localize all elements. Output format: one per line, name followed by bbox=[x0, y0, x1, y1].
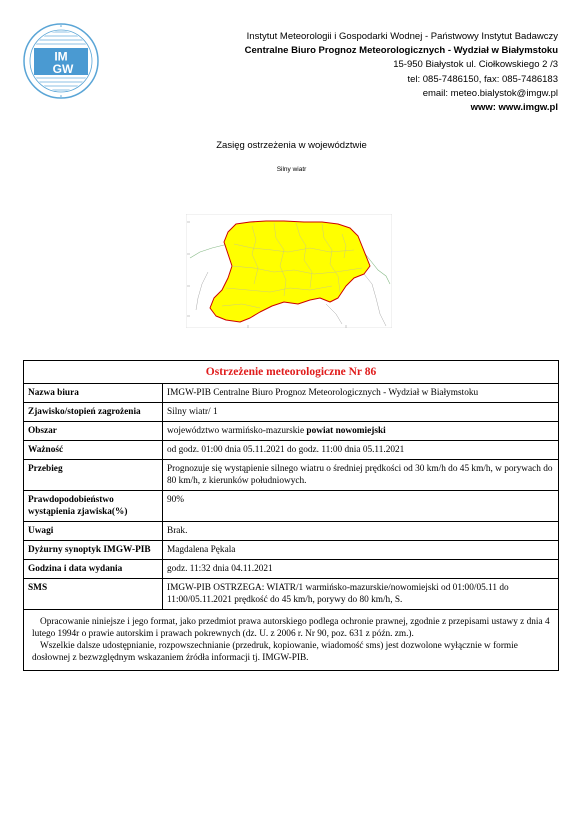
map-subtitle: Silny wiatr bbox=[276, 166, 307, 173]
row-value-probability: 90% bbox=[163, 491, 559, 522]
table-row bbox=[24, 491, 559, 522]
warning-title: Ostrzeżenie meteorologiczne Nr 86 bbox=[24, 361, 559, 384]
row-label-area: Obszar bbox=[24, 422, 163, 441]
header-address: 15-950 Białystok ul. Ciołkowskiego 2 /3 bbox=[393, 59, 558, 71]
logo-text-top: IM bbox=[54, 49, 68, 64]
map-title: Zasięg ostrzeżenia w województwie bbox=[216, 140, 367, 151]
table-row bbox=[24, 579, 559, 610]
row-label-sms: SMS bbox=[24, 579, 163, 610]
row-label-issued: Godzina i data wydania bbox=[24, 560, 163, 579]
logo-text-bottom: GW bbox=[52, 62, 74, 76]
table-row bbox=[24, 541, 559, 560]
row-value-area bbox=[163, 422, 559, 441]
row-label-probability: Prawdopodobieństwo wystąpienia zjawiska(%) bbox=[24, 491, 163, 522]
row-label-remarks: Uwagi bbox=[24, 522, 163, 541]
distribution-paragraph: Wszelkie dalsze udostępnianie, rozpowszechnianie (przedruk, kopiowanie, wiadomość sms) jest dozwolone wyłącznie w formie dosłownej z bezwzględnym wskazaniem źródła informacji tj. IMGW-PIB. bbox=[32, 641, 518, 663]
row-label-course: Przebieg bbox=[24, 460, 163, 491]
row-label-office: Nazwa biura bbox=[24, 384, 163, 403]
row-value-issued: godz. 11:32 dnia 04.11.2021 bbox=[163, 560, 559, 579]
table-row bbox=[24, 560, 559, 579]
row-label-validity: Ważność bbox=[24, 441, 163, 460]
warning-area-map bbox=[186, 214, 392, 328]
institution-header bbox=[245, 30, 558, 115]
area-region: województwo warmińsko-mazurskie bbox=[167, 426, 307, 436]
table-row bbox=[24, 422, 559, 441]
area-county: powiat nowomiejski bbox=[306, 426, 386, 436]
copyright-paragraph: Opracowanie niniejsze i jego format, jako przedmiot prawa autorskiego podlega ochronie prawnej, zgodnie z przepisami ustawy z dnia 4 lutego 1994r o prawie autorskim i prawach pokrewnych (dz. U. z 2006 r. Nr 90, poz. 631 z późn. zm.). bbox=[32, 617, 550, 639]
row-value-validity: od godz. 01:00 dnia 05.11.2021 do godz. 11:00 dnia 05.11.2021 bbox=[163, 441, 559, 460]
copyright-notice bbox=[24, 610, 559, 671]
row-value-course: Prognozuje się wystąpienie silnego wiatru o średniej prędkości od 30 km/h do 45 km/h, w porywach do 80 km/h, z kierunków południowych. bbox=[163, 460, 559, 491]
table-row bbox=[24, 460, 559, 491]
imgw-logo-icon bbox=[22, 22, 100, 100]
row-value-remarks: Brak. bbox=[163, 522, 559, 541]
header-bureau: Centralne Biuro Prognoz Meteorologicznych - Wydział w Białymstoku bbox=[244, 45, 558, 57]
row-value-phenomenon: Silny wiatr/ 1 bbox=[163, 403, 559, 422]
row-label-forecaster: Dyżurny synoptyk IMGW-PIB bbox=[24, 541, 163, 560]
row-value-sms: IMGW-PIB OSTRZEGA: WIATR/1 warmińsko-mazurskie/nowomiejski od 01:00/05.11 do 11:00/05.11.2021 prędkość do 45 km/h, porywy do 80 km/h, S. bbox=[163, 579, 559, 610]
row-value-forecaster: Magdalena Pękala bbox=[163, 541, 559, 560]
header-website[interactable]: www: www.imgw.pl bbox=[470, 102, 558, 114]
warning-table bbox=[23, 360, 559, 671]
table-row bbox=[24, 522, 559, 541]
table-row bbox=[24, 384, 559, 403]
table-row bbox=[24, 441, 559, 460]
header-phone: tel: 085-7486150, fax: 085-7486183 bbox=[407, 73, 558, 85]
table-row bbox=[24, 403, 559, 422]
row-value-office: IMGW-PIB Centralne Biuro Prognoz Meteorologicznych - Wydział w Białymstoku bbox=[163, 384, 559, 403]
row-label-phenomenon: Zjawisko/stopień zagrożenia bbox=[24, 403, 163, 422]
header-institute: Instytut Meteorologii i Gospodarki Wodnej - Państwowy Instytut Badawczy bbox=[246, 31, 558, 42]
header-email[interactable]: email: meteo.bialystok@imgw.pl bbox=[422, 87, 558, 99]
